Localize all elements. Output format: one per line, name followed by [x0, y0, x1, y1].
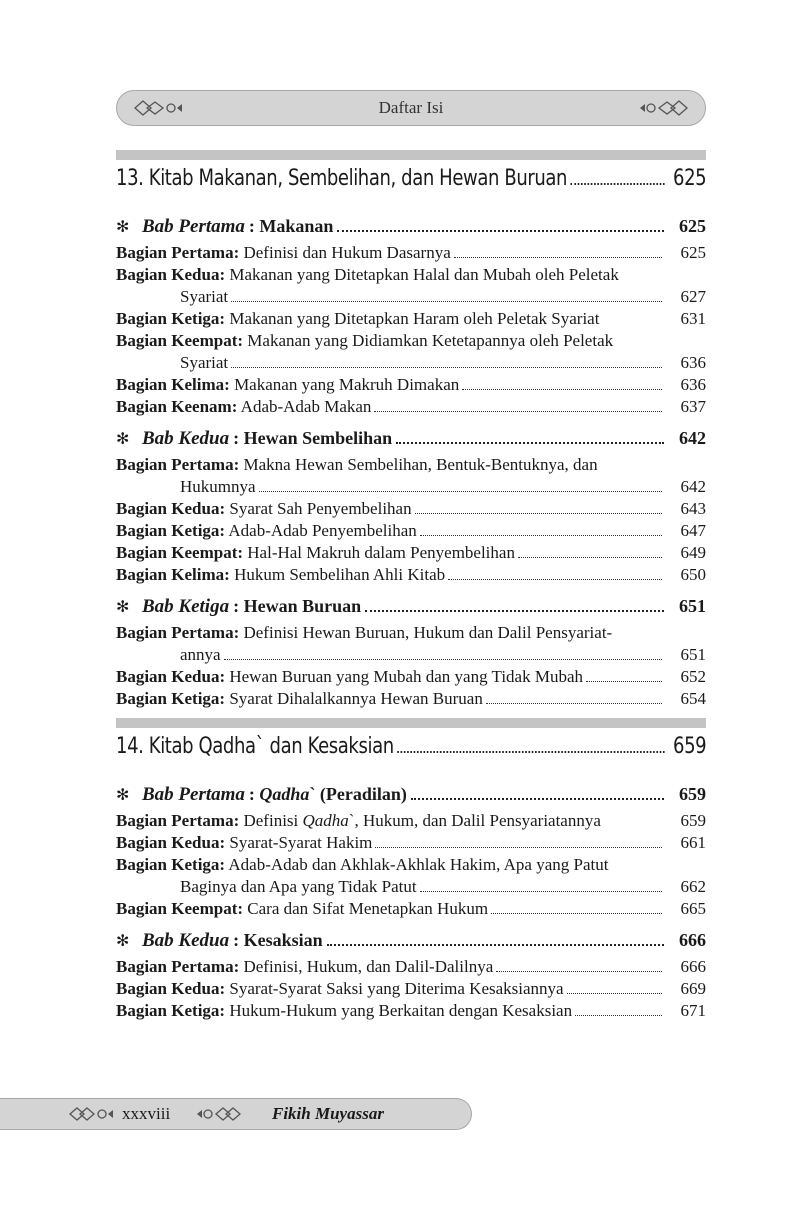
- bagian-label: Bagian Pertama:: [116, 623, 240, 642]
- bab-page: 642: [679, 428, 706, 448]
- bagian-entry[interactable]: [116, 978, 706, 1000]
- bagian-entry[interactable]: [116, 854, 706, 898]
- leader-dots: [411, 798, 664, 800]
- table-of-contents: [116, 150, 706, 1022]
- leader-dots: [586, 681, 662, 682]
- section-divider: [116, 718, 706, 728]
- asterisk-icon: ✻: [116, 931, 130, 950]
- bagian-text: Hewan Buruan yang Mubah dan yang Tidak Mubah: [229, 667, 584, 686]
- bagian-entry[interactable]: [116, 666, 706, 688]
- bagian-text: Definisi: [243, 811, 299, 830]
- bagian-page: 625: [680, 243, 706, 262]
- bagian-page: 649: [680, 543, 706, 562]
- leader-dots: [231, 367, 662, 368]
- bab-page: 651: [679, 596, 706, 616]
- bagian-entry[interactable]: [116, 242, 706, 264]
- bab-label: Bab Pertama: [142, 216, 245, 237]
- leader-dots: [397, 751, 665, 753]
- bagian-page: 642: [680, 477, 706, 496]
- asterisk-icon: ✻: [116, 217, 130, 236]
- bagian-text-cont: annya: [180, 645, 221, 664]
- bagian-page: 636: [680, 353, 706, 372]
- leader-dots: [448, 579, 662, 580]
- bagian-page: 637: [680, 397, 706, 416]
- bagian-text: Syarat-Syarat Saksi yang Diterima Kesaksiannya: [229, 979, 564, 998]
- leader-dots: [374, 411, 662, 412]
- bab-label: Bab Kedua: [142, 930, 230, 951]
- ornament-icon: [68, 1104, 114, 1124]
- leader-dots: [570, 183, 664, 185]
- bagian-text-cont: Hukumnya: [180, 477, 256, 496]
- leader-dots: [337, 230, 664, 232]
- bab-entry[interactable]: ✻ Bab Pertama : Qadha` (Peradilan) 659: [116, 784, 706, 805]
- leader-dots: [415, 513, 662, 514]
- leader-dots: [518, 557, 662, 558]
- bagian-text: Adab-Adab dan Akhlak-Akhlak Hakim, Apa yang Patut: [228, 855, 609, 874]
- leader-dots: [491, 913, 662, 914]
- bagian-entry[interactable]: [116, 330, 706, 374]
- bagian-page: 650: [680, 565, 706, 584]
- bagian-label: Bagian Kedua:: [116, 499, 226, 518]
- leader-dots: [575, 1015, 662, 1016]
- bagian-text: Hal-Hal Makruh dalam Penyembelihan: [247, 543, 515, 562]
- bagian-text: Adab-Adab Penyembelihan: [228, 521, 417, 540]
- bagian-entry[interactable]: [116, 520, 706, 542]
- kitab-page: 625: [673, 166, 707, 191]
- bagian-text-cont: Syariat: [180, 353, 229, 372]
- bagian-page: 631: [680, 309, 706, 328]
- leader-dots: [496, 971, 662, 972]
- bagian-label: Bagian Keempat:: [116, 331, 244, 350]
- bagian-label: Bagian Kedua:: [116, 265, 226, 284]
- leader-dots: [365, 610, 664, 612]
- bab-label: Bab Ketiga: [142, 596, 230, 617]
- bab-page: 666: [679, 930, 706, 950]
- bab-title: : Kesaksian: [233, 930, 323, 950]
- bagian-label: Bagian Pertama:: [116, 455, 240, 474]
- bagian-entry[interactable]: [116, 542, 706, 564]
- leader-dots: [396, 442, 664, 444]
- bab-title: : Hewan Sembelihan: [233, 428, 393, 448]
- page-header: [116, 90, 706, 126]
- kitab-title: 14. Kitab Qadha` dan Kesaksian: [116, 734, 394, 759]
- bagian-text: Hukum Sembelihan Ahli Kitab: [234, 565, 446, 584]
- kitab-14-entry[interactable]: [116, 734, 706, 774]
- bagian-text: Hukum-Hukum yang Berkaitan dengan Kesaksian: [229, 1001, 573, 1020]
- bagian-label: Bagian Kedua:: [116, 979, 226, 998]
- leader-dots: [224, 659, 662, 660]
- bagian-page: 661: [680, 833, 706, 852]
- bagian-text: Makanan yang Ditetapkan Halal dan Mubah oleh Peletak: [229, 265, 619, 284]
- bagian-page: 652: [680, 667, 706, 686]
- bagian-entry[interactable]: [116, 898, 706, 920]
- bab-title-italic: Qadha: [259, 784, 310, 804]
- bagian-page: 627: [680, 287, 706, 306]
- bagian-label: Bagian Keempat:: [116, 543, 244, 562]
- bagian-label: Bagian Ketiga:: [116, 521, 226, 540]
- leader-dots: [375, 847, 662, 848]
- asterisk-icon: ✻: [116, 597, 130, 616]
- leader-dots: [420, 891, 662, 892]
- bagian-page: 666: [680, 957, 706, 976]
- bagian-label: Bagian Kelima:: [116, 565, 230, 584]
- bagian-text: Definisi dan Hukum Dasarnya: [243, 243, 451, 262]
- page-footer: [0, 1098, 472, 1130]
- bab-page: 625: [679, 216, 706, 236]
- bagian-text: Syarat-Syarat Hakim: [229, 833, 373, 852]
- bab-page: 659: [679, 784, 706, 804]
- bagian-entry[interactable]: [116, 454, 706, 498]
- section-divider: [116, 150, 706, 160]
- bagian-entry[interactable]: [116, 810, 706, 832]
- page-number: xxxviii: [122, 1104, 171, 1123]
- bagian-label: Bagian Keempat:: [116, 899, 244, 918]
- bab-entry[interactable]: [116, 596, 706, 618]
- asterisk-icon: ✻: [116, 429, 130, 448]
- bagian-entry[interactable]: [116, 264, 706, 308]
- bagian-text: Definisi Hewan Buruan, Hukum dan Dalil Pensyariat-: [243, 623, 613, 642]
- bagian-text: Makna Hewan Sembelihan, Bentuk-Bentuknya, dan: [243, 455, 598, 474]
- leader-dots: [462, 389, 662, 390]
- bab-label: Bab Kedua: [142, 428, 230, 449]
- bagian-page: 665: [680, 899, 706, 918]
- bagian-entry[interactable]: [116, 396, 706, 418]
- leader-dots: [420, 535, 662, 536]
- bagian-label: Bagian Ketiga:: [116, 689, 226, 708]
- bagian-label: Bagian Kelima:: [116, 375, 230, 394]
- bagian-text: Adab-Adab Makan: [240, 397, 372, 416]
- leader-dots: [327, 944, 664, 946]
- bagian-label: Bagian Pertama:: [116, 957, 240, 976]
- kitab-13-entry[interactable]: [116, 166, 706, 206]
- bagian-page: 654: [680, 689, 706, 708]
- bagian-label: Bagian Ketiga:: [116, 1001, 226, 1020]
- bab-title: : Makanan: [248, 216, 334, 236]
- book-title: Fikih Muyassar: [272, 1104, 384, 1123]
- bagian-entry[interactable]: [116, 1000, 706, 1022]
- bagian-label: Bagian Keenam:: [116, 397, 238, 416]
- bagian-label: Bagian Pertama:: [116, 811, 240, 830]
- bagian-page: 669: [680, 979, 706, 998]
- bagian-text: Makanan yang Ditetapkan Haram oleh Peletak Syariat: [229, 309, 600, 328]
- bagian-label: Bagian Kedua:: [116, 833, 226, 852]
- leader-dots: [486, 703, 662, 704]
- bagian-text-rest: `, Hukum, dan Dalil Pensyariatannya: [348, 811, 601, 830]
- bab-title: : Hewan Buruan: [233, 596, 362, 616]
- bagian-entry[interactable]: [116, 564, 706, 586]
- bagian-label: Bagian Pertama:: [116, 243, 240, 262]
- bab-title: ` (Peradilan): [309, 784, 407, 804]
- bagian-label: Bagian Ketiga:: [116, 855, 226, 874]
- bagian-entry[interactable]: [116, 622, 706, 666]
- bagian-text-italic: Qadha: [302, 811, 349, 830]
- bagian-label: Bagian Kedua:: [116, 667, 226, 686]
- leader-dots: [259, 491, 662, 492]
- bab-entry[interactable]: [116, 216, 706, 238]
- ornament-icon: [196, 1104, 242, 1124]
- bagian-page: 659: [680, 811, 706, 830]
- bagian-page: 671: [680, 1001, 706, 1020]
- bagian-label: Bagian Ketiga:: [116, 309, 226, 328]
- bagian-page: 651: [680, 645, 706, 664]
- bagian-page: 662: [680, 877, 706, 896]
- ornament-icon: [639, 97, 689, 119]
- bab-entry[interactable]: [116, 930, 706, 952]
- bagian-entry[interactable]: [116, 956, 706, 978]
- bagian-entry[interactable]: [116, 374, 706, 396]
- bagian-page: 636: [680, 375, 706, 394]
- bagian-entry[interactable]: [116, 308, 706, 330]
- bagian-entry[interactable]: [116, 688, 706, 710]
- bagian-page: 643: [680, 499, 706, 518]
- bagian-text-cont: Baginya dan Apa yang Tidak Patut: [180, 877, 417, 896]
- bagian-text: Makanan yang Didiamkan Ketetapannya oleh Peletak: [247, 331, 614, 350]
- bab-entry[interactable]: [116, 428, 706, 450]
- leader-dots: [454, 257, 662, 258]
- bagian-text: Definisi, Hukum, dan Dalil-Dalilnya: [243, 957, 494, 976]
- header-title: Daftar Isi: [378, 98, 444, 117]
- bagian-text-cont: Syariat: [180, 287, 229, 306]
- kitab-page: 659: [673, 734, 707, 759]
- bagian-text: Cara dan Sifat Menetapkan Hukum: [247, 899, 489, 918]
- leader-dots: [231, 301, 662, 302]
- leader-dots: [567, 993, 662, 994]
- bab-label: Bab Pertama: [142, 784, 245, 805]
- bagian-text: Syarat Dihalalkannya Hewan Buruan: [229, 689, 483, 708]
- bagian-text: Makanan yang Makruh Dimakan: [234, 375, 460, 394]
- asterisk-icon: ✻: [116, 785, 130, 804]
- bagian-page: 647: [680, 521, 706, 540]
- bagian-entry[interactable]: [116, 498, 706, 520]
- bagian-entry[interactable]: [116, 832, 706, 854]
- bagian-text: Syarat Sah Penyembelihan: [229, 499, 412, 518]
- kitab-title: 13. Kitab Makanan, Sembelihan, dan Hewan Buruan: [116, 166, 568, 191]
